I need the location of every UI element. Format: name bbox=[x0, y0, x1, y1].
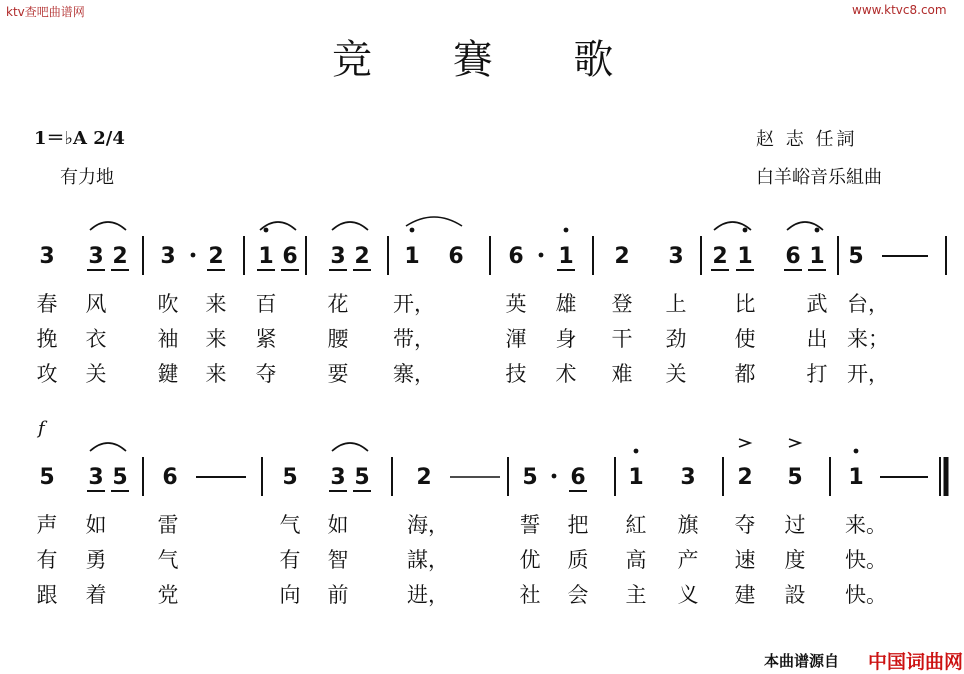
tie bbox=[406, 217, 462, 226]
lyric-char: 劲 bbox=[665, 327, 687, 351]
lyric-char: 义 bbox=[677, 583, 699, 607]
jianpu-note: 1 bbox=[848, 465, 864, 490]
lyric-char: 袖 bbox=[157, 327, 179, 351]
jianpu-note: 6 bbox=[448, 244, 464, 269]
lyric-char: 都 bbox=[734, 362, 756, 386]
lyric-char: 速 bbox=[734, 548, 756, 572]
lyric-char: 关 bbox=[85, 362, 107, 386]
jianpu-note: 3 bbox=[330, 465, 346, 490]
jianpu-note: 6 bbox=[162, 465, 178, 490]
jianpu-note: 1 bbox=[404, 244, 420, 269]
lyric-char: 寨， bbox=[393, 362, 435, 386]
lyric-char: 建 bbox=[734, 583, 756, 607]
dynamic-marking: f bbox=[38, 418, 45, 439]
rhythm-dot bbox=[191, 253, 196, 258]
lyric-char: 风 bbox=[85, 292, 107, 316]
lyric-char: 前 bbox=[327, 583, 349, 607]
lyric-char: 夺 bbox=[255, 362, 277, 386]
lyric-char: 关 bbox=[665, 362, 687, 386]
jianpu-note: 5 bbox=[112, 465, 128, 490]
lyric-char: 党 bbox=[157, 583, 179, 607]
lyric-char: 高 bbox=[625, 548, 647, 572]
jianpu-note: 6 bbox=[282, 244, 298, 269]
jianpu-note: 5 bbox=[282, 465, 298, 490]
lyric-char: 来； bbox=[847, 327, 889, 351]
lyric-char: 夺 bbox=[734, 513, 756, 537]
jianpu-note: 2 bbox=[112, 244, 128, 269]
jianpu-note: 1 bbox=[809, 244, 825, 269]
jianpu-note: 2 bbox=[416, 465, 432, 490]
lyric-char: 出 bbox=[806, 327, 828, 351]
lyric-char: 有 bbox=[36, 548, 58, 572]
lyric-char: 攻 bbox=[36, 362, 58, 386]
jianpu-note: 3 bbox=[39, 244, 55, 269]
lyric-char: 紅 bbox=[625, 513, 647, 537]
slur bbox=[90, 443, 126, 451]
jianpu-note: 6 bbox=[785, 244, 801, 269]
lyric-char: 要 bbox=[327, 362, 349, 386]
lyric-char: 有 bbox=[279, 548, 301, 572]
lyric-char: 台， bbox=[847, 292, 889, 316]
song-title: 竞 賽 歌 bbox=[332, 37, 648, 83]
octave-dot bbox=[634, 449, 639, 454]
jianpu-note: 2 bbox=[737, 465, 753, 490]
lyric-char: 花 bbox=[327, 292, 349, 316]
lyric-char: 进， bbox=[407, 583, 449, 607]
lyric-char: 旗 bbox=[677, 513, 699, 537]
lyric-char: 智 bbox=[327, 548, 349, 572]
octave-dot bbox=[264, 228, 269, 233]
source-label: 本曲谱源自 bbox=[764, 652, 840, 670]
jianpu-note: 5 bbox=[522, 465, 538, 490]
lyric-char: 社 bbox=[519, 583, 541, 607]
lyric-char: 优 bbox=[519, 548, 541, 572]
jianpu-note: 5 bbox=[354, 465, 370, 490]
lyric-char: 质 bbox=[567, 548, 589, 572]
lyric-char: 来 bbox=[205, 327, 227, 351]
composer-credit: 白羊峪音乐組曲 bbox=[756, 167, 882, 188]
lyric-char: 开， bbox=[847, 362, 889, 386]
jianpu-note: 1 bbox=[258, 244, 274, 269]
lyric-char: 会 bbox=[567, 583, 589, 607]
lyric-char: 百 bbox=[255, 292, 277, 316]
watermark-right: www.ktvc8.com bbox=[852, 3, 947, 17]
lyric-char: 着 bbox=[85, 583, 107, 607]
lyric-char: 度 bbox=[784, 548, 806, 572]
lyric-char: 术 bbox=[555, 362, 577, 386]
lyric-char: 来。 bbox=[845, 513, 887, 537]
jianpu-note: 3 bbox=[88, 244, 104, 269]
jianpu-note: 1 bbox=[737, 244, 753, 269]
lyric-char: 雄 bbox=[555, 292, 577, 316]
lyric-char: 設 bbox=[784, 583, 806, 607]
jianpu-note: 2 bbox=[712, 244, 728, 269]
lyric-char: 登 bbox=[611, 292, 633, 316]
jianpu-note: 3 bbox=[668, 244, 684, 269]
source-site: 中国词曲网 bbox=[868, 651, 964, 673]
rhythm-dot bbox=[539, 253, 544, 258]
tempo-marking: 有力地 bbox=[60, 167, 114, 188]
jianpu-note: 1 bbox=[628, 465, 644, 490]
jianpu-note: 3 bbox=[160, 244, 176, 269]
key-signature: 1＝♭A 2/4 bbox=[34, 128, 125, 149]
octave-dot bbox=[410, 228, 415, 233]
jianpu-note: 3 bbox=[680, 465, 696, 490]
lyric-char: 快。 bbox=[845, 583, 887, 607]
lyricist-credit: 赵 志 任詞 bbox=[756, 129, 858, 150]
slur bbox=[90, 222, 126, 230]
lyric-char: 吹 bbox=[157, 292, 179, 316]
jianpu-note: 5 bbox=[39, 465, 55, 490]
jianpu-note: 1 bbox=[558, 244, 574, 269]
lyric-char: 跟 bbox=[36, 583, 58, 607]
lyric-char: 腰 bbox=[327, 327, 349, 351]
lyric-char: 如 bbox=[85, 513, 107, 537]
lyric-char: 衣 bbox=[85, 327, 107, 351]
lyric-char: 向 bbox=[279, 583, 301, 607]
octave-dot bbox=[815, 228, 820, 233]
lyric-char: 技 bbox=[505, 362, 527, 386]
lyric-char: 打 bbox=[806, 362, 828, 386]
lyric-char: 难 bbox=[611, 362, 633, 386]
slur bbox=[332, 443, 368, 451]
lyric-char: 过 bbox=[784, 513, 806, 537]
lyric-char: 快。 bbox=[845, 548, 887, 572]
lyric-char: 渾 bbox=[505, 327, 527, 351]
lyric-char: 来 bbox=[205, 292, 227, 316]
jianpu-note: 3 bbox=[88, 465, 104, 490]
lyric-char: 挽 bbox=[36, 327, 58, 351]
lyric-char: 春 bbox=[36, 292, 58, 316]
lyric-char: 气 bbox=[279, 513, 301, 537]
lyric-char: 产 bbox=[677, 548, 699, 572]
jianpu-note: 2 bbox=[208, 244, 224, 269]
jianpu-note: 6 bbox=[508, 244, 524, 269]
slur bbox=[332, 222, 368, 230]
lyric-char: 誓 bbox=[519, 513, 541, 537]
jianpu-note: 2 bbox=[354, 244, 370, 269]
jianpu-note: 5 bbox=[848, 244, 864, 269]
lyric-char: 带， bbox=[393, 327, 435, 351]
lyric-char: 干 bbox=[611, 327, 633, 351]
lyric-char: 开， bbox=[393, 292, 435, 316]
jianpu-note: 5 bbox=[787, 465, 803, 490]
lyric-char: 雷 bbox=[157, 513, 179, 537]
accent-mark bbox=[789, 439, 800, 447]
lyric-char: 如 bbox=[327, 513, 349, 537]
lyric-char: 上 bbox=[665, 292, 687, 316]
lyric-char: 勇 bbox=[85, 548, 107, 572]
lyric-char: 气 bbox=[157, 548, 179, 572]
lyric-char: 比 bbox=[734, 292, 756, 316]
lyric-char: 声 bbox=[36, 513, 58, 537]
jianpu-note: 3 bbox=[330, 244, 346, 269]
jianpu-note: 6 bbox=[570, 465, 586, 490]
octave-dot bbox=[743, 228, 748, 233]
lyric-char: 紧 bbox=[255, 327, 277, 351]
lyric-char: 海， bbox=[407, 513, 449, 537]
lyric-char: 来 bbox=[205, 362, 227, 386]
accent-mark bbox=[739, 439, 750, 447]
lyric-char: 謀， bbox=[407, 548, 449, 572]
lyric-char: 使 bbox=[734, 327, 756, 351]
watermark-left: ktv查吧曲谱网 bbox=[6, 5, 85, 19]
lyric-char: 主 bbox=[625, 583, 647, 607]
lyric-char: 身 bbox=[555, 327, 577, 351]
jianpu-note: 2 bbox=[614, 244, 630, 269]
rhythm-dot bbox=[552, 474, 557, 479]
lyric-char: 把 bbox=[567, 513, 589, 537]
lyric-char: 英 bbox=[505, 292, 527, 316]
lyric-char: 武 bbox=[806, 292, 828, 316]
lyric-char: 鍵 bbox=[157, 362, 179, 386]
octave-dot bbox=[564, 228, 569, 233]
octave-dot bbox=[854, 449, 859, 454]
